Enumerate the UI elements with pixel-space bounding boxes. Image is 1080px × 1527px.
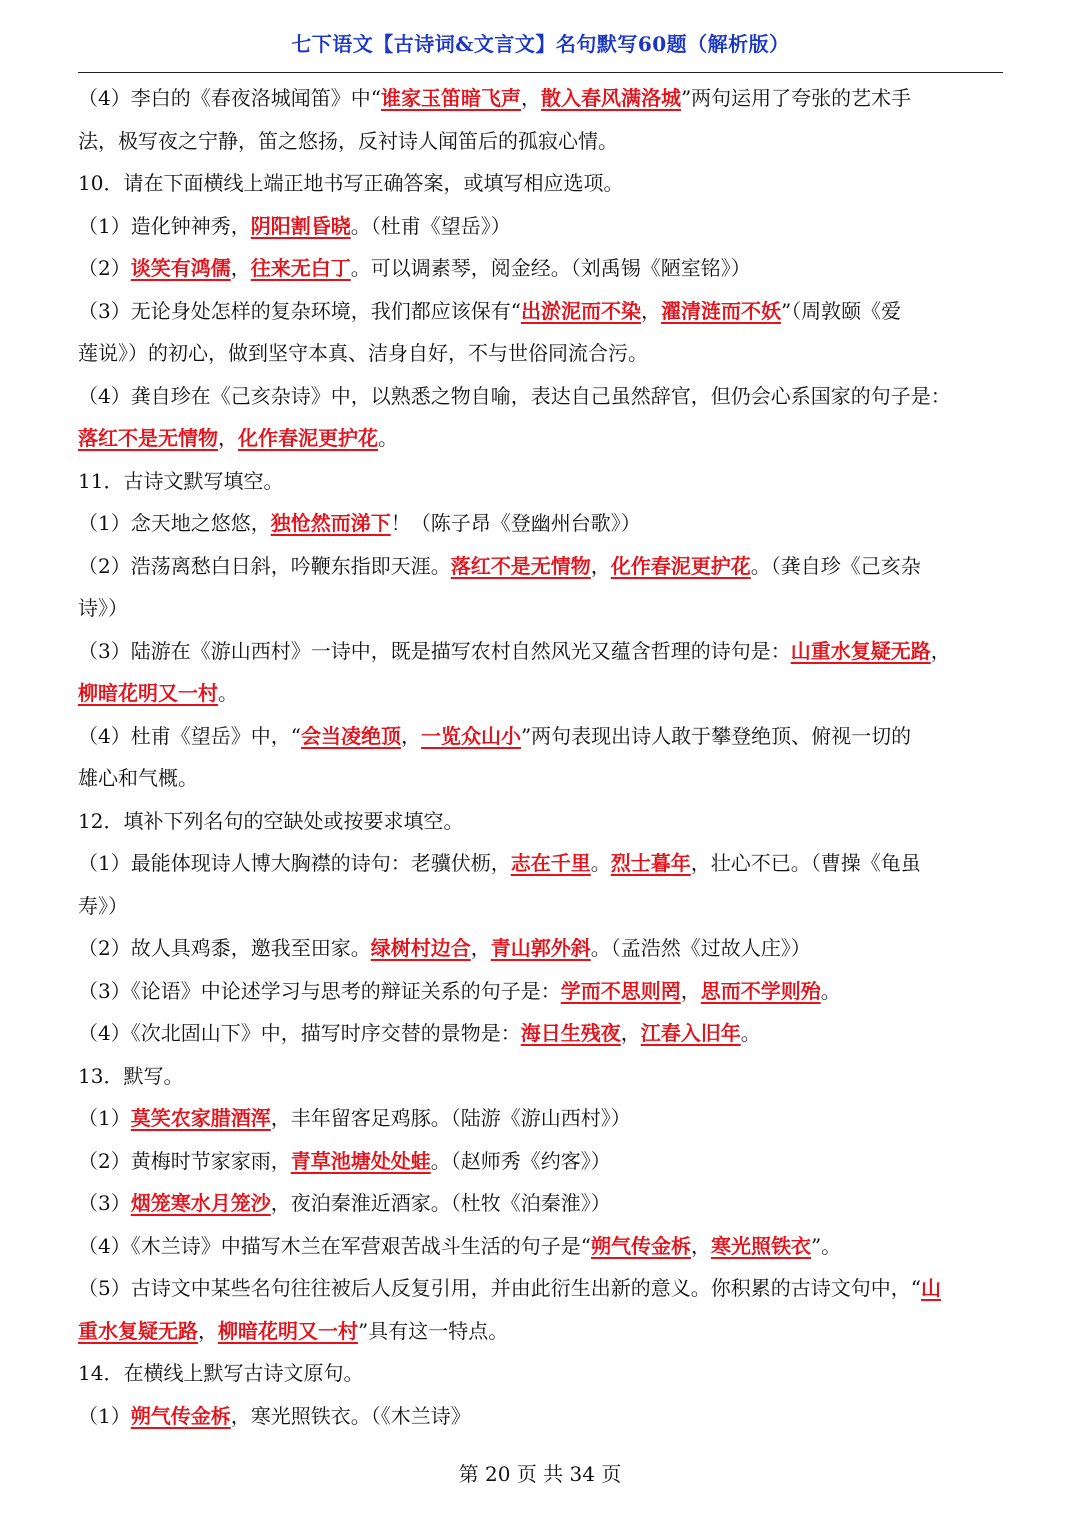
text-segment: ，	[620, 1021, 641, 1045]
text-segment: 寿》）	[78, 893, 128, 918]
answer-text: 柳暗花明又一村	[78, 681, 218, 705]
answer-text: 莫笑农家腊酒浑	[130, 1106, 271, 1130]
answer-text: 落红不是无情物	[78, 426, 218, 450]
text-line	[78, 587, 1003, 630]
text-segment: （2）浩荡离愁白日斜，吟鞭东指即天涯。	[78, 553, 451, 578]
text-segment: ，寒光照铁衣。（《木兰诗》	[230, 1403, 471, 1428]
text-segment: 。（龚自珍《己亥杂	[750, 553, 921, 578]
text-segment: ，壮心不已。（曹操《龟虽	[690, 851, 921, 875]
text-segment: （1）	[78, 1403, 131, 1428]
text-segment: 。可以调素琴，阅金经。（刘禹锡《陋室铭》）	[350, 256, 751, 280]
answer-text: 独怆然而涕下	[270, 511, 391, 535]
text-segment: ！（陈子昂《登幽州台歌》）	[390, 511, 641, 535]
answer-text: 阴阳割昏晓	[250, 213, 351, 238]
text-line	[78, 1055, 1003, 1098]
text-segment: 。（孟浩然《过故人庄》）	[590, 936, 811, 960]
text-line	[78, 1267, 1003, 1310]
answer-text: 重水复疑无路	[78, 1318, 198, 1343]
text-line	[78, 120, 1003, 163]
text-segment: ，夜泊秦淮近酒家。（杜牧《泊秦淮》）	[270, 1191, 611, 1215]
answer-text: 一览众山小	[420, 723, 521, 748]
text-line	[78, 1140, 1003, 1183]
answer-text: 谁家玉笛暗飞声	[380, 86, 521, 110]
text-segment: 11．古诗文默写填空。	[78, 468, 284, 493]
text-line	[78, 1225, 1003, 1268]
page-number: 第 20 页 共 34 页	[458, 1462, 622, 1486]
text-segment: （4）李白的《春夜洛城闻笛》中“	[78, 86, 381, 110]
text-segment: 13．默写。	[78, 1063, 184, 1088]
text-line	[78, 205, 1003, 248]
text-line	[78, 290, 1003, 333]
text-line	[78, 927, 1003, 970]
answer-text: 朔气传金柝	[130, 1403, 231, 1428]
text-line	[78, 1395, 1003, 1438]
text-line	[78, 672, 1003, 715]
text-segment: ，	[198, 1318, 218, 1343]
text-line	[78, 247, 1003, 290]
text-line	[78, 375, 1003, 418]
text-segment: ”两句运用了夸张的艺术手	[680, 86, 912, 110]
text-line	[78, 885, 1003, 928]
text-segment: ，	[640, 298, 661, 323]
answer-text: 出淤泥而不染	[520, 298, 641, 323]
text-segment: （2）故人具鸡黍，邀我至田家。	[78, 936, 371, 960]
text-segment: （2）黄梅时节家家雨，	[78, 1148, 291, 1173]
answer-text: 烟笼寒水月笼沙	[130, 1191, 271, 1215]
answer-text: 烈士暮年	[610, 851, 691, 875]
text-segment: 。	[820, 978, 841, 1003]
text-line	[78, 757, 1003, 800]
answer-text: 寒光照铁衣	[710, 1233, 811, 1258]
text-segment: 。	[590, 851, 611, 875]
answer-text: 山	[920, 1276, 941, 1300]
text-line	[78, 1182, 1003, 1225]
text-segment: ”（周敦颐《爱	[780, 298, 902, 323]
text-segment: ，	[930, 638, 951, 663]
answer-text: 志在千里	[510, 851, 591, 875]
text-segment: 。	[218, 681, 238, 705]
text-line	[78, 502, 1003, 545]
text-segment: （3）无论身处怎样的复杂环境，我们都应该保有“	[78, 298, 521, 323]
text-segment: ”两句表现出诗人敢于攀登绝顶、俯视一切的	[520, 723, 912, 748]
text-segment: （3）	[78, 1191, 131, 1215]
text-segment: （4）《次北固山下》中，描写时序交替的景物是：	[78, 1021, 521, 1045]
text-segment: （4）《木兰诗》中描写木兰在军营艰苦战斗生活的句子是“	[78, 1233, 591, 1258]
answer-text: 往来无白丁	[250, 256, 351, 280]
text-segment: （3）陆游在《游山西村》一诗中，既是描写农村自然风光又蕴含哲理的诗句是：	[78, 638, 791, 663]
text-segment: 。	[740, 1021, 761, 1045]
text-segment: ，	[520, 86, 541, 110]
answer-text: 学而不思则罔	[560, 978, 681, 1003]
text-segment: 。（杜甫《望岳》）	[350, 213, 511, 238]
answer-text: 海日生残夜	[520, 1021, 621, 1045]
text-segment: 。（赵师秀《约客》）	[430, 1148, 611, 1173]
answer-text: 会当凌绝顶	[300, 723, 401, 748]
answer-text: 谈笑有鸿儒	[130, 256, 231, 280]
text-segment: 莲说》）的初心，做到坚守本真、洁身自好，不与世俗同流合污。	[78, 341, 648, 365]
text-line	[78, 1352, 1003, 1395]
text-line	[78, 1012, 1003, 1055]
text-line	[78, 1097, 1003, 1140]
answer-text: 江春入旧年	[640, 1021, 741, 1045]
text-segment: （5）古诗文中某些名句往往被后人反复引用，并由此衍生出新的意义。你积累的古诗文句中，“	[78, 1276, 921, 1300]
text-segment: ”具有这一特点。	[358, 1318, 509, 1343]
text-line	[78, 800, 1003, 843]
text-line	[78, 970, 1003, 1013]
text-segment: （1）	[78, 1106, 131, 1130]
text-segment: 10．请在下面横线上端正地书写正确答案，或填写相应选项。	[78, 171, 624, 195]
answer-text: 化作春泥更护花	[238, 426, 378, 450]
answer-text: 濯清涟而不妖	[660, 298, 781, 323]
text-line	[78, 332, 1003, 375]
text-segment: ，丰年留客足鸡豚。（陆游《游山西村》）	[270, 1106, 631, 1130]
answer-text: 柳暗花明又一村	[218, 1318, 358, 1343]
text-segment: （2）	[78, 256, 131, 280]
answer-text: 思而不学则殆	[700, 978, 821, 1003]
page-header-title: 七下语文【古诗词&文言文】名句默写60题（解析版）	[291, 32, 790, 56]
text-segment: 法，极写夜之宁静，笛之悠扬，反衬诗人闻笛后的孤寂心情。	[78, 128, 618, 153]
text-segment: （1）念天地之悠悠，	[78, 511, 271, 535]
text-segment: （3）《论语》中论述学习与思考的辩证关系的句子是：	[78, 978, 561, 1003]
text-line	[78, 77, 1003, 120]
header-divider	[78, 72, 1003, 73]
text-segment: 雄心和气概。	[78, 766, 198, 790]
text-line	[78, 162, 1003, 205]
text-segment: ，	[230, 256, 251, 280]
text-segment: ，	[680, 978, 701, 1003]
answer-text: 绿树村边合	[370, 936, 471, 960]
text-segment: ”。	[810, 1233, 842, 1258]
answer-text: 散入春风满洛城	[540, 86, 681, 110]
answer-text: 化作春泥更护花	[610, 553, 751, 578]
text-line	[78, 1310, 1003, 1353]
text-segment: ，	[690, 1233, 711, 1258]
answer-text: 朔气传金柝	[590, 1233, 691, 1258]
text-segment: （4）龚自珍在《己亥杂诗》中，以熟悉之物自喻，表达自己虽然辞官，但仍会心系国家的句子是：	[78, 383, 951, 408]
answer-text: 青草池塘处处蛙	[290, 1148, 431, 1173]
text-line	[78, 715, 1003, 758]
answer-text: 青山郭外斜	[490, 936, 591, 960]
text-segment: ，	[470, 936, 491, 960]
text-segment: ，	[400, 723, 421, 748]
text-line	[78, 545, 1003, 588]
document-body	[78, 77, 1003, 1437]
text-segment: 14．在横线上默写古诗文原句。	[78, 1361, 364, 1385]
answer-text: 落红不是无情物	[450, 553, 591, 578]
text-segment: 。	[378, 426, 398, 450]
text-segment: （4）杜甫《望岳》中，“	[78, 723, 301, 748]
text-line	[78, 842, 1003, 885]
text-line	[78, 417, 1003, 460]
text-segment: 12．填补下列名句的空缺处或按要求填空。	[78, 808, 464, 833]
text-segment: ，	[590, 553, 611, 578]
text-line	[78, 460, 1003, 503]
text-segment: 诗》）	[78, 596, 128, 620]
text-segment: （1）最能体现诗人博大胸襟的诗句：老骥伏枥，	[78, 851, 511, 875]
text-segment: （1）造化钟神秀，	[78, 213, 251, 238]
text-line	[78, 630, 1003, 673]
text-segment: ，	[218, 426, 238, 450]
answer-text: 山重水复疑无路	[790, 638, 931, 663]
